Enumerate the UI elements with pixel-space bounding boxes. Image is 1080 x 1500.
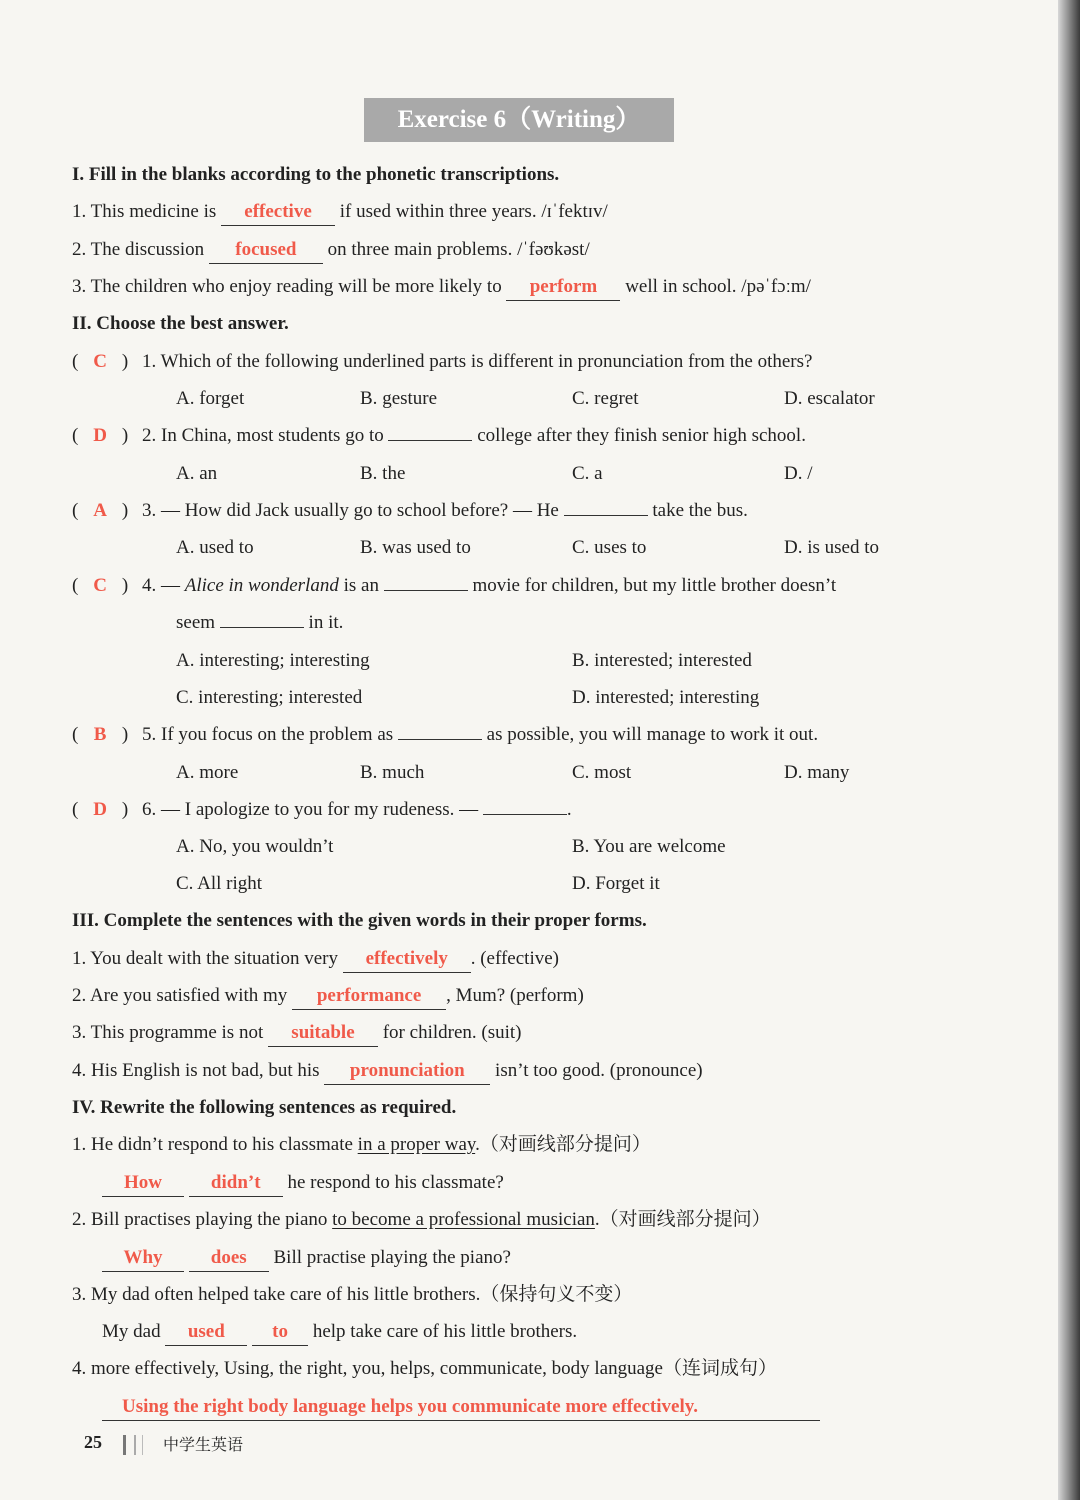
option-a: A. forget: [176, 388, 245, 409]
book-title: 中学生英语: [163, 1435, 244, 1454]
s1-item-1: 1. This medicine is effective if used within three years. /ɪˈfektɪv/: [72, 197, 608, 227]
option-a: A. interesting; interesting: [176, 650, 370, 671]
choice-answer: D: [93, 799, 107, 820]
section-2-heading: II. Choose the best answer.: [72, 313, 289, 334]
section-4-heading: IV. Rewrite the following sentences as required.: [72, 1097, 457, 1118]
s4-question-4: 4. more effectively, Using, the right, you, helps, communicate, body language（连词成句）: [72, 1358, 777, 1379]
s3-item-3: 3. This programme is not suitable for children. (suit): [72, 1018, 522, 1048]
option-d: D. Forget it: [572, 873, 660, 894]
option-b: B. gesture: [360, 388, 438, 409]
s3-item-2: 2. Are you satisfied with my performance , Mum? (perform): [72, 981, 584, 1011]
option-c: C. most: [572, 762, 632, 783]
answer-blank: pronunciation: [324, 1058, 490, 1085]
option-d: D. interested; interesting: [572, 687, 760, 708]
option-d: D. escalator: [784, 388, 875, 409]
s3-item-4: 4. His English is not bad, but his pronunciation isn’t too good. (pronounce): [72, 1056, 703, 1086]
option-b: B. You are welcome: [572, 836, 726, 857]
option-a: A. more: [176, 762, 239, 783]
s2-question-6: ( D ) 6. — I apologize to you for my rudeness. — .: [72, 795, 572, 825]
section-1-heading: I. Fill in the blanks according to the phonetic transcriptions.: [72, 164, 560, 185]
footer-bar: [123, 1435, 126, 1455]
choice-answer: B: [93, 724, 107, 745]
option-a: A. used to: [176, 537, 254, 558]
s2-question-2: ( D ) 2. In China, most students go to college after they finish senior high school.: [72, 421, 806, 451]
option-c: C. uses to: [572, 537, 647, 558]
option-a: A. an: [176, 463, 218, 484]
s4-question-1: 1. He didn’t respond to his classmate in a proper way.（对画线部分提问）: [72, 1134, 651, 1155]
option-b: B. the: [360, 463, 406, 484]
option-c: C. a: [572, 463, 603, 484]
s2-question-4-line2: seem in it.: [176, 612, 344, 633]
s3-item-1: 1. You dealt with the situation very effectively . (effective): [72, 944, 559, 974]
option-c: C. interesting; interested: [176, 687, 363, 708]
s4-answer-2: Why does Bill practise playing the piano?: [102, 1243, 511, 1273]
option-c: C. regret: [572, 388, 639, 409]
s2-question-1: ( C ) 1. Which of the following underlined parts is different in pronunciation from the others?: [72, 347, 812, 377]
s4-answer-4: Using the right body language helps you communicate more effectively.: [102, 1392, 820, 1422]
s2-question-4: ( C ) 4. — Alice in wonderland is an movie for children, but my little brother doesn’t: [72, 571, 836, 601]
answer-blank: effectively: [343, 946, 471, 973]
option-c: C. All right: [176, 873, 263, 894]
answer-blank: effective: [221, 199, 335, 226]
answer-blank: performance: [292, 983, 446, 1010]
option-b: B. was used to: [360, 537, 471, 558]
option-a: A. No, you wouldn’t: [176, 836, 334, 857]
option-d: D. /: [784, 463, 813, 484]
page-number: 25: [84, 1432, 102, 1452]
option-d: D. is used to: [784, 537, 879, 558]
s2-question-5: ( B ) 5. If you focus on the problem as as possible, you will manage to work it out.: [72, 720, 818, 750]
s4-answer-1: How didn’t he respond to his classmate?: [102, 1168, 504, 1198]
answer-blank: focused: [209, 237, 323, 264]
s2-question-3: ( A ) 3. — How did Jack usually go to school before? — He take the bus.: [72, 496, 748, 526]
s4-question-2: 2. Bill practises playing the piano to become a professional musician.（对画线部分提问）: [72, 1209, 771, 1230]
option-b: B. interested; interested: [572, 650, 752, 671]
choice-answer: A: [93, 500, 107, 521]
exercise-title: Exercise 6（Writing）: [364, 98, 674, 142]
s1-item-2: 2. The discussion focused on three main problems. /ˈfəʊkəst/: [72, 235, 590, 265]
footer-bar: [134, 1435, 136, 1455]
answer-blank: suitable: [268, 1020, 378, 1047]
footer-bar: [142, 1435, 143, 1455]
s4-question-3: 3. My dad often helped take care of his little brothers.（保持句义不变）: [72, 1284, 633, 1305]
choice-answer: C: [93, 351, 107, 372]
s1-item-3: 3. The children who enjoy reading will be more likely to perform well in school. /pəˈfɔːm/: [72, 272, 811, 302]
option-b: B. much: [360, 762, 425, 783]
answer-blank: perform: [506, 274, 620, 301]
page-edge: [1058, 0, 1080, 1500]
choice-answer: C: [93, 575, 107, 596]
option-d: D. many: [784, 762, 850, 783]
s4-answer-3: My dad used to help take care of his little brothers.: [102, 1317, 577, 1347]
section-3-heading: III. Complete the sentences with the given words in their proper forms.: [72, 910, 647, 931]
choice-answer: D: [93, 425, 107, 446]
